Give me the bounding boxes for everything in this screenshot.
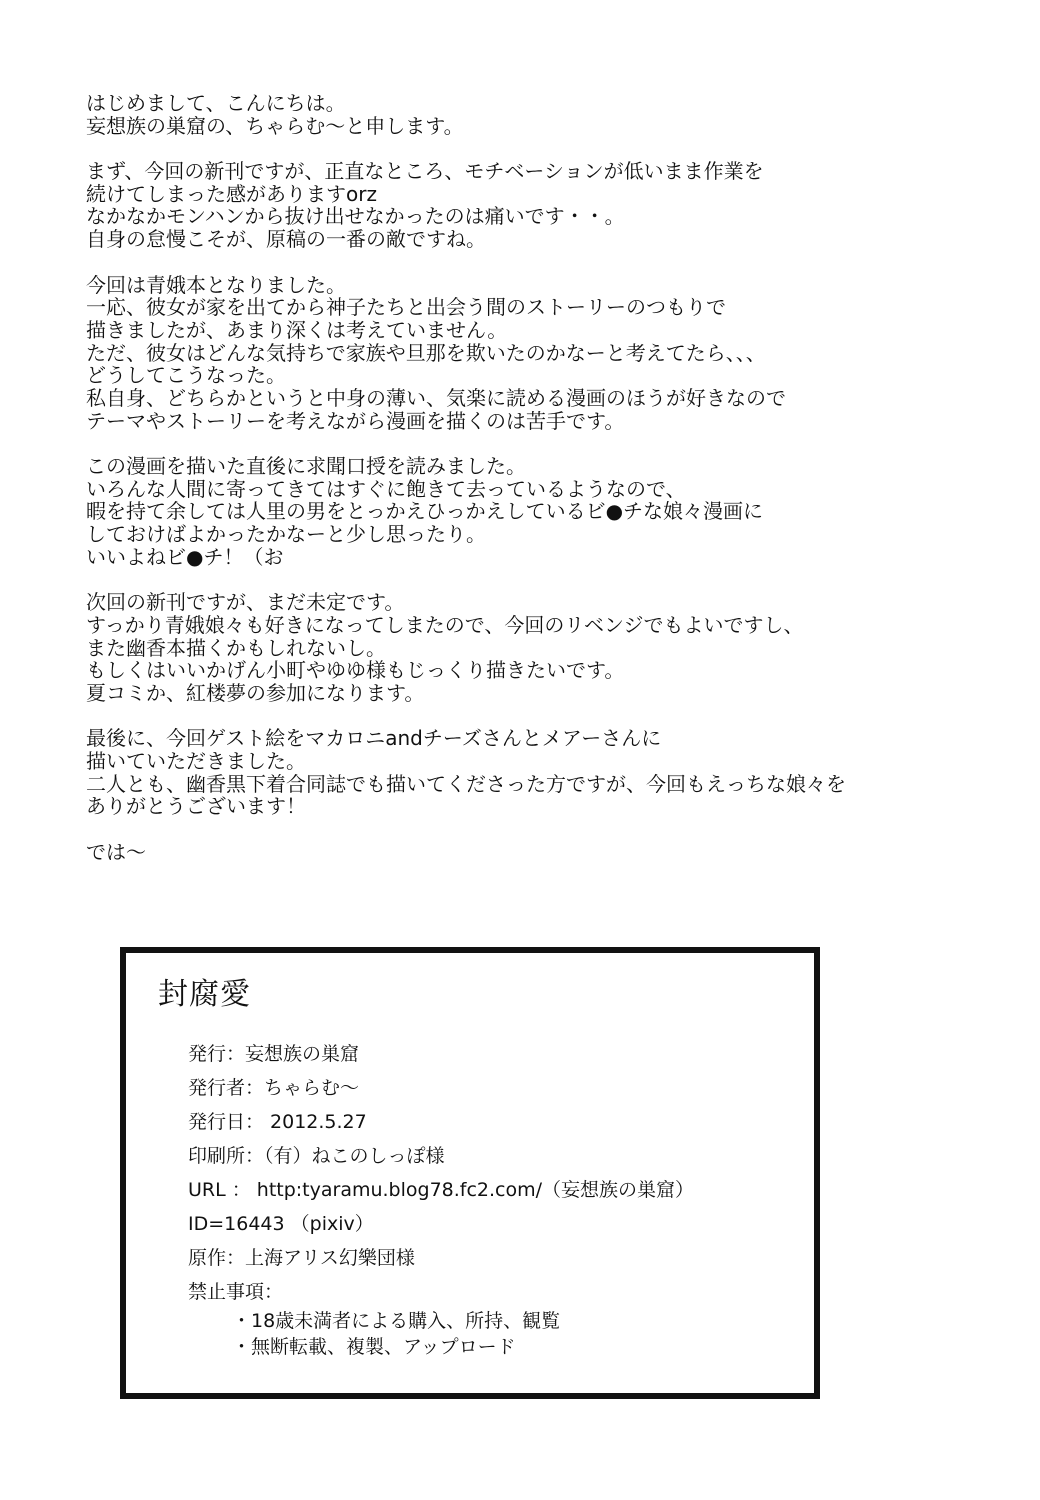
pixiv-id-row: ID=16443 （pixiv） <box>188 1213 374 1235</box>
afterword-line: 次回の新刊ですが、まだ未定です。 <box>86 590 405 615</box>
afterword-line: 描いていただきました。 <box>86 748 306 773</box>
afterword-line: 暇を持て余しては人里の男をとっかえひっかえしているビ●チな娘々漫画に <box>86 499 764 524</box>
colophon-info-list <box>188 1037 694 1309</box>
url-row: URL ： http:tyaramu.blog78.fc2.com/（妄想族の巣窟） <box>188 1179 695 1201</box>
publisher-row: 発行：妄想族の巣窟 <box>188 1043 360 1065</box>
afterword-line: テーマやストーリーを考えながら漫画を描くのは苦手です。 <box>86 408 625 433</box>
original-work-row: 原作：上海アリス幻樂団様 <box>188 1247 415 1269</box>
afterword-line: この漫画を描いた直後に求聞口授を読みました。 <box>86 454 526 478</box>
afterword-line: 一応、彼女が家を出てから神子たちと出会う間のストーリーのつもりで <box>86 295 726 320</box>
afterword-line: はじめまして、こんにちは。 <box>86 91 346 115</box>
afterword-line: では〜 <box>86 839 146 864</box>
afterword-line: 今回は青娥本となりました。 <box>86 272 346 297</box>
afterword-line: 妄想族の巣窟の、ちゃらむ〜と申します。 <box>86 113 464 138</box>
author-row: 発行者：ちゃらむ〜 <box>188 1077 360 1099</box>
afterword-line: 最後に、今回ゲスト絵をマカロニandチーズさんとメアーさんに <box>86 726 662 751</box>
afterword-line: 夏コミか、紅楼夢の参加になります。 <box>86 680 425 705</box>
printer-row: 印刷所：（有）ねこのしっぽ様 <box>188 1145 445 1167</box>
afterword-line: 自身の怠慢こそが、原稿の一番の敵ですね。 <box>86 227 486 252</box>
prohibited-heading: 禁止事項： <box>188 1281 284 1303</box>
afterword-line: しておけばよかったかなーと少し思ったり。 <box>86 522 486 547</box>
afterword-line: ただ、彼女はどんな気持ちで家族や旦那を欺いたのかなーと考えてたら、、、 <box>86 340 766 365</box>
afterword-line: ありがとうございます！ <box>86 794 306 819</box>
book-title: 封腐愛 <box>158 977 251 1012</box>
afterword-line: いいよねビ●チ！（お <box>86 544 284 569</box>
afterword-line: 続けてしまった感がありますorz <box>86 181 377 206</box>
prohibited-item: ・無断転載、複製、アップロード <box>232 1336 516 1358</box>
afterword-line: 二人とも、幽香黒下着合同誌でも描いてくださった方ですが、今回もえっちな娘々を <box>86 771 846 796</box>
afterword-line: 描きましたが、あまり深くは考えていません。 <box>86 317 508 342</box>
publish-date-row: 発行日： 2012.5.27 <box>188 1111 367 1133</box>
afterword-line: もしくはいいかげん小町やゆゆ様もじっくり描きたいです。 <box>86 658 625 683</box>
afterword-line: すっかり青娥娘々も好きになってしまたので、今回のリベンジでもよいですし、 <box>86 612 804 637</box>
afterword-line: また幽香本描くかもしれないし。 <box>86 635 386 660</box>
afterword-line: いろんな人間に寄ってきてはすぐに飽きて去っているようなので、 <box>86 476 686 501</box>
afterword-line: まず、今回の新刊ですが、正直なところ、モチベーションが低いまま作業を <box>86 159 764 184</box>
afterword-line: 私自身、どちらかというと中身の薄い、気楽に読める漫画のほうが好きなので <box>86 385 786 410</box>
prohibited-list <box>232 1308 560 1360</box>
colophon-box <box>120 947 820 1399</box>
afterword-text <box>86 92 986 863</box>
afterword-line: なかなかモンハンから抜け出せなかったのは痛いです・・。 <box>86 204 625 229</box>
afterword-line: どうしてこうなった。 <box>86 363 286 388</box>
prohibited-item: ・18歳未満者による購入、所持、観覧 <box>232 1310 561 1332</box>
